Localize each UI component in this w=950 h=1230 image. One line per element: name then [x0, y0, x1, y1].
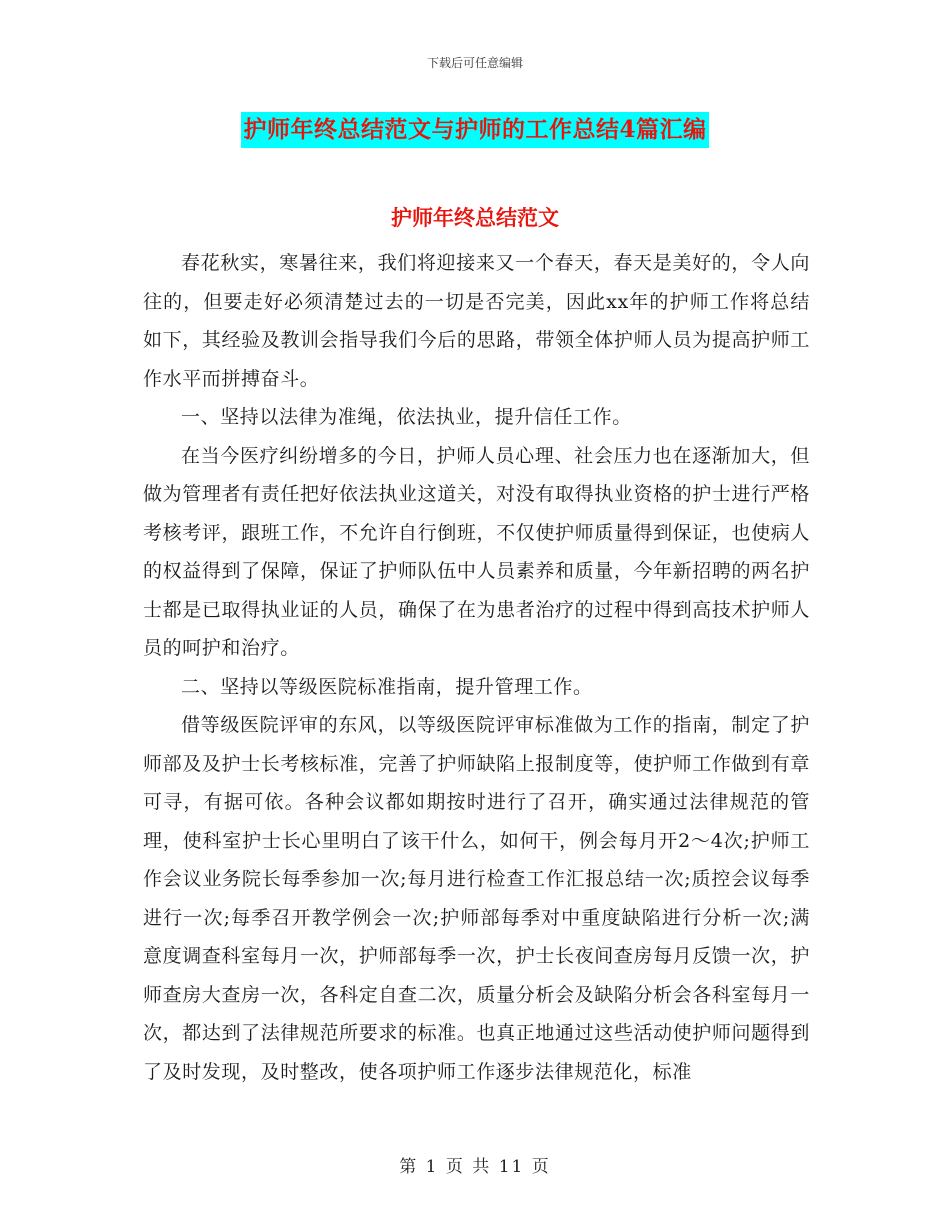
paragraph-management: 借等级医院评审的东风，以等级医院评审标准做为工作的指南，制定了护师部及及护士长考核标准，完善了护师缺陷上报制度等，使护师工作做到有章可寻，有据可依。各种会议都如期按时进行了召开，确实通过法律规范的管理，使科室护士长心里明白了该干什么，如何干，例会每月开2～4次;护师工作会议业务院长每季参加一次;每月进行检查工作汇报总结一次;质控会议每季进行一次;每季召开教学例会一次;护师部每季对中重度缺陷进行分析一次;满意度调查科室每月一次，护师部每季一次，护士长夜间查房每月反馈一次，护师查房大查房一次，各科定自查二次，质量分析会及缺陷分析会各科室每月一次，都达到了法律规范所要求的标准。也真正地通过这些活动使护师问题得到了及时发现，及时整改，使各项护师工作逐步法律规范化，标准	[143, 714, 810, 1083]
document-body	[143, 244, 810, 1091]
section-title: 护师年终总结范文	[391, 205, 559, 230]
document-title: 护师年终总结范文与护师的工作总结4篇汇编	[241, 112, 708, 148]
paragraph-law-practice: 在当今医疗纠纷增多的今日，护师人员心理、社会压力也在逐渐加大，但做为管理者有责任把好依法执业这道关，对没有取得执业资格的护士进行严格考核考评，跟班工作，不允许自行倒班，不仅使护师质量得到保证，也使病人的权益得到了保障，保证了护师队伍中人员素养和质量，今年新招聘的两名护士都是已取得执业证的人员，确保了在为患者治疗的过程中得到高技术护师人员的呵护和治疗。	[143, 444, 810, 659]
page-number: 第 1 页 共 11 页	[399, 1157, 551, 1177]
header-note: 下载后可任意编辑	[426, 56, 523, 70]
paragraph-intro: 春花秋实，寒暑往来，我们将迎接来又一个春天，春天是美好的，令人向往的，但要走好必须清楚过去的一切是否完美，因此xx年的护师工作将总结如下，其经验及教训会指导我们今后的思路，带领全体护师人员为提高护师工作水平而拼搏奋斗。	[143, 252, 810, 390]
paragraph-heading-1: 一、坚持以法律为准绳，依法执业，提升信任工作。	[181, 406, 632, 428]
paragraph-heading-2: 二、坚持以等级医院标准指南，提升管理工作。	[181, 675, 593, 698]
document-title-wrapper	[0, 112, 950, 150]
